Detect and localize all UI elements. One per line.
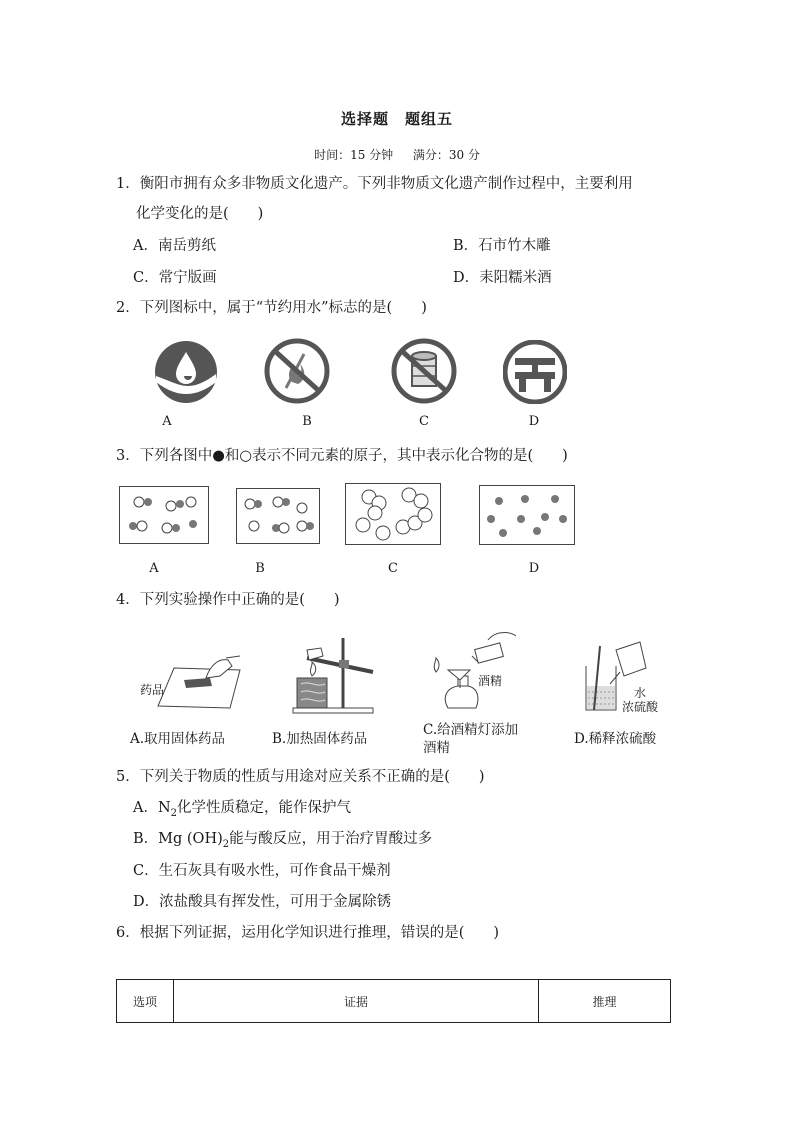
q4-caption-a: A.取用固体药品: [130, 731, 226, 747]
q2-text: 2．下列图标中，属于“节约用水”标志的是( ): [116, 300, 427, 316]
q5-option-b-sub: 2: [222, 838, 230, 850]
q2-label-b: B: [302, 414, 312, 429]
q5-option-a-post: 化学性质稳定，能作保护气: [177, 800, 352, 816]
q5-option-b: [133, 829, 432, 855]
no-fire-icon: [264, 338, 330, 404]
q2-label-c: C: [419, 414, 429, 429]
q4-caption-b: B.加热固体药品: [272, 731, 368, 747]
q5-option-a-sub: 2: [170, 807, 178, 819]
q5-text: 5．下列关于物质的性质与用途对应关系不正确的是( ): [116, 769, 485, 785]
q1-option-b: B．石市竹木雕: [453, 238, 551, 254]
add-alcohol-illustration: [432, 628, 522, 718]
acid-label: 浓硫酸: [622, 700, 659, 714]
q3-label-a: A: [149, 561, 159, 576]
evidence-table: [116, 979, 671, 1023]
q2-label-d: D: [528, 414, 540, 429]
exam-meta: [0, 146, 794, 163]
water-label: 水: [634, 686, 647, 700]
q4-text: 4．下列实验操作中正确的是( ): [116, 592, 340, 608]
q1-option-a: A．南岳剪纸: [133, 238, 216, 254]
heat-solid-illustration: [287, 634, 377, 716]
q1-option-c: C．常宁版画: [133, 270, 217, 286]
q4-caption-c-line2: 酒精: [423, 740, 450, 756]
q5-option-b-post: 能与酸反应，用于治疗胃酸过多: [229, 831, 433, 847]
no-barrel-icon: [391, 338, 457, 404]
score-label: 满分：: [412, 148, 449, 162]
q5-option-c: C．生石灰具有吸水性，可作食品干燥剂: [133, 863, 391, 879]
q4-caption-c-line1: C.给酒精灯添加: [423, 722, 519, 738]
alcohol-label: 酒精: [478, 674, 503, 688]
drug-label: 药品: [140, 683, 165, 697]
d-symbol-icon: [503, 340, 567, 404]
q5-option-d: D．浓盐酸具有挥发性，可用于金属除锈: [133, 894, 392, 910]
table-header-reasoning: 推理: [539, 980, 671, 1023]
molecule-box-d: [479, 485, 575, 545]
q1-option-d: D．耒阳糯米酒: [453, 270, 552, 286]
q3-text: 3．下列各图中●和○表示不同元素的原子，其中表示化合物的是( ): [116, 448, 568, 464]
table-header-option: 选项: [117, 980, 174, 1023]
q5-option-a-pre: A．N: [133, 800, 171, 816]
molecule-box-c: [345, 483, 441, 545]
q4-caption-d: D.稀释浓硫酸: [574, 731, 657, 747]
q5-option-a: [133, 798, 351, 824]
page-title: 选择题 题组五: [340, 110, 453, 128]
q3-label-b: B: [255, 561, 265, 576]
table-header-row: [117, 980, 671, 1023]
time-value: 15 分钟: [350, 148, 394, 162]
q3-label-d: D: [528, 561, 540, 576]
q1-line1: 1．衡阳市拥有众多非物质文化遗产。下列非物质文化遗产制作过程中，主要利用: [116, 176, 633, 192]
q3-label-c: C: [388, 561, 398, 576]
water-saving-icon: [154, 340, 218, 404]
q2-label-a: A: [162, 414, 172, 429]
table-header-evidence: 证据: [174, 980, 539, 1023]
q5-option-b-pre: B．Mg (OH): [133, 831, 223, 847]
molecule-box-a: [119, 486, 209, 544]
score-value: 30 分: [448, 148, 480, 162]
q1-line2: 化学变化的是( ): [136, 206, 264, 222]
q6-text: 6．根据下列证据，运用化学知识进行推理，错误的是( ): [116, 925, 500, 941]
time-label: 时间：: [314, 148, 351, 162]
molecule-box-b: [236, 488, 320, 544]
